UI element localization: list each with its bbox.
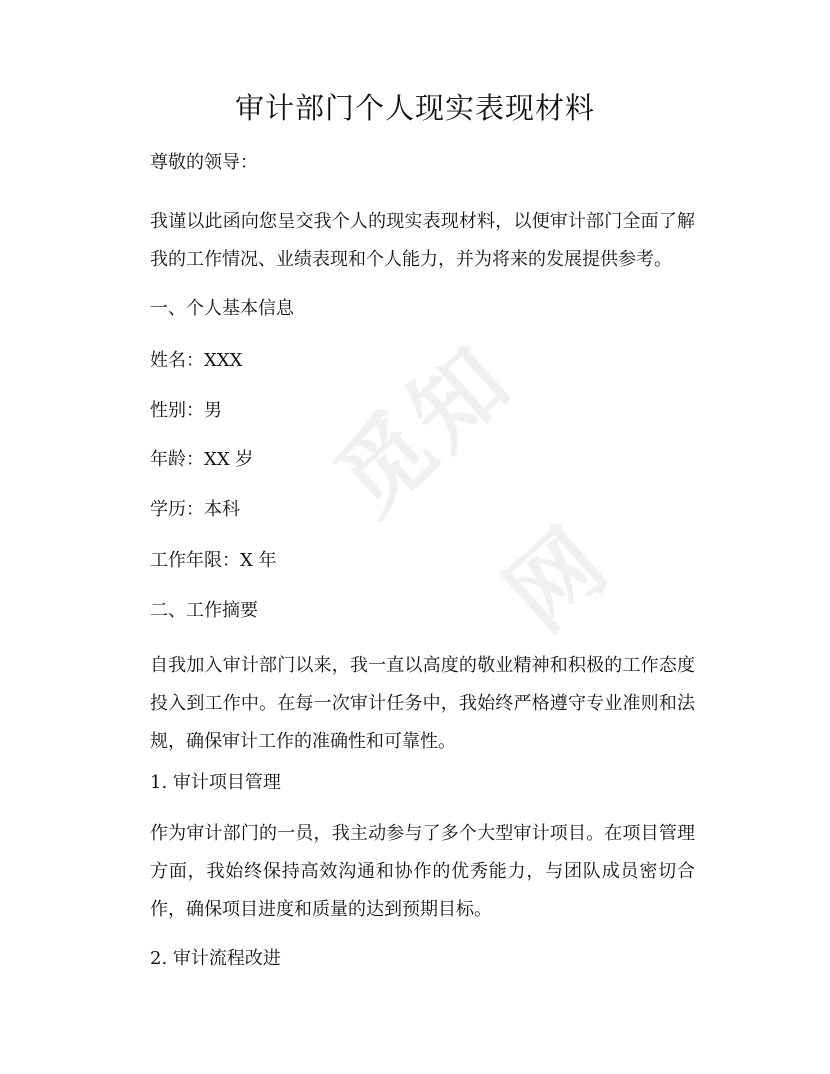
info-age: 年龄：XX 岁 <box>150 449 254 470</box>
section-heading-basic-info: 一、个人基本信息 <box>150 298 294 319</box>
info-gender: 性别：男 <box>150 400 222 421</box>
info-education: 学历：本科 <box>150 499 240 520</box>
section-heading-work-summary: 二、工作摘要 <box>150 600 258 621</box>
info-name: 姓名：XXX <box>150 350 243 371</box>
greeting: 尊敬的领导： <box>150 152 258 173</box>
intro-paragraph: 我谨以此函向您呈交我个人的现实表现材料，以便审计部门全面了解我的工作情况、业绩表现和个人能力，并为将来的发展提供参考。 <box>150 211 695 270</box>
summary-paragraph: 自我加入审计部门以来，我一直以高度的敬业精神和积极的工作态度投入到工作中。在每一次审计任务中，我始终严格遵守专业准则和法规，确保审计工作的准确性和可靠性。 <box>150 655 695 752</box>
project-management-paragraph: 作为审计部门的一员，我主动参与了多个大型审计项目。在项目管理方面，我始终保持高效沟通和协作的优秀能力，与团队成员密切合作，确保项目进度和质量的达到预期目标。 <box>150 823 695 920</box>
subsection-heading-process-improvement: 2. 审计流程改进 <box>150 948 281 969</box>
document-title: 审计部门个人现实表现材料 <box>234 91 595 125</box>
subsection-heading-project-management: 1. 审计项目管理 <box>150 772 281 793</box>
watermark: 觅知网 <box>316 324 631 651</box>
info-years: 工作年限：X 年 <box>150 550 277 571</box>
